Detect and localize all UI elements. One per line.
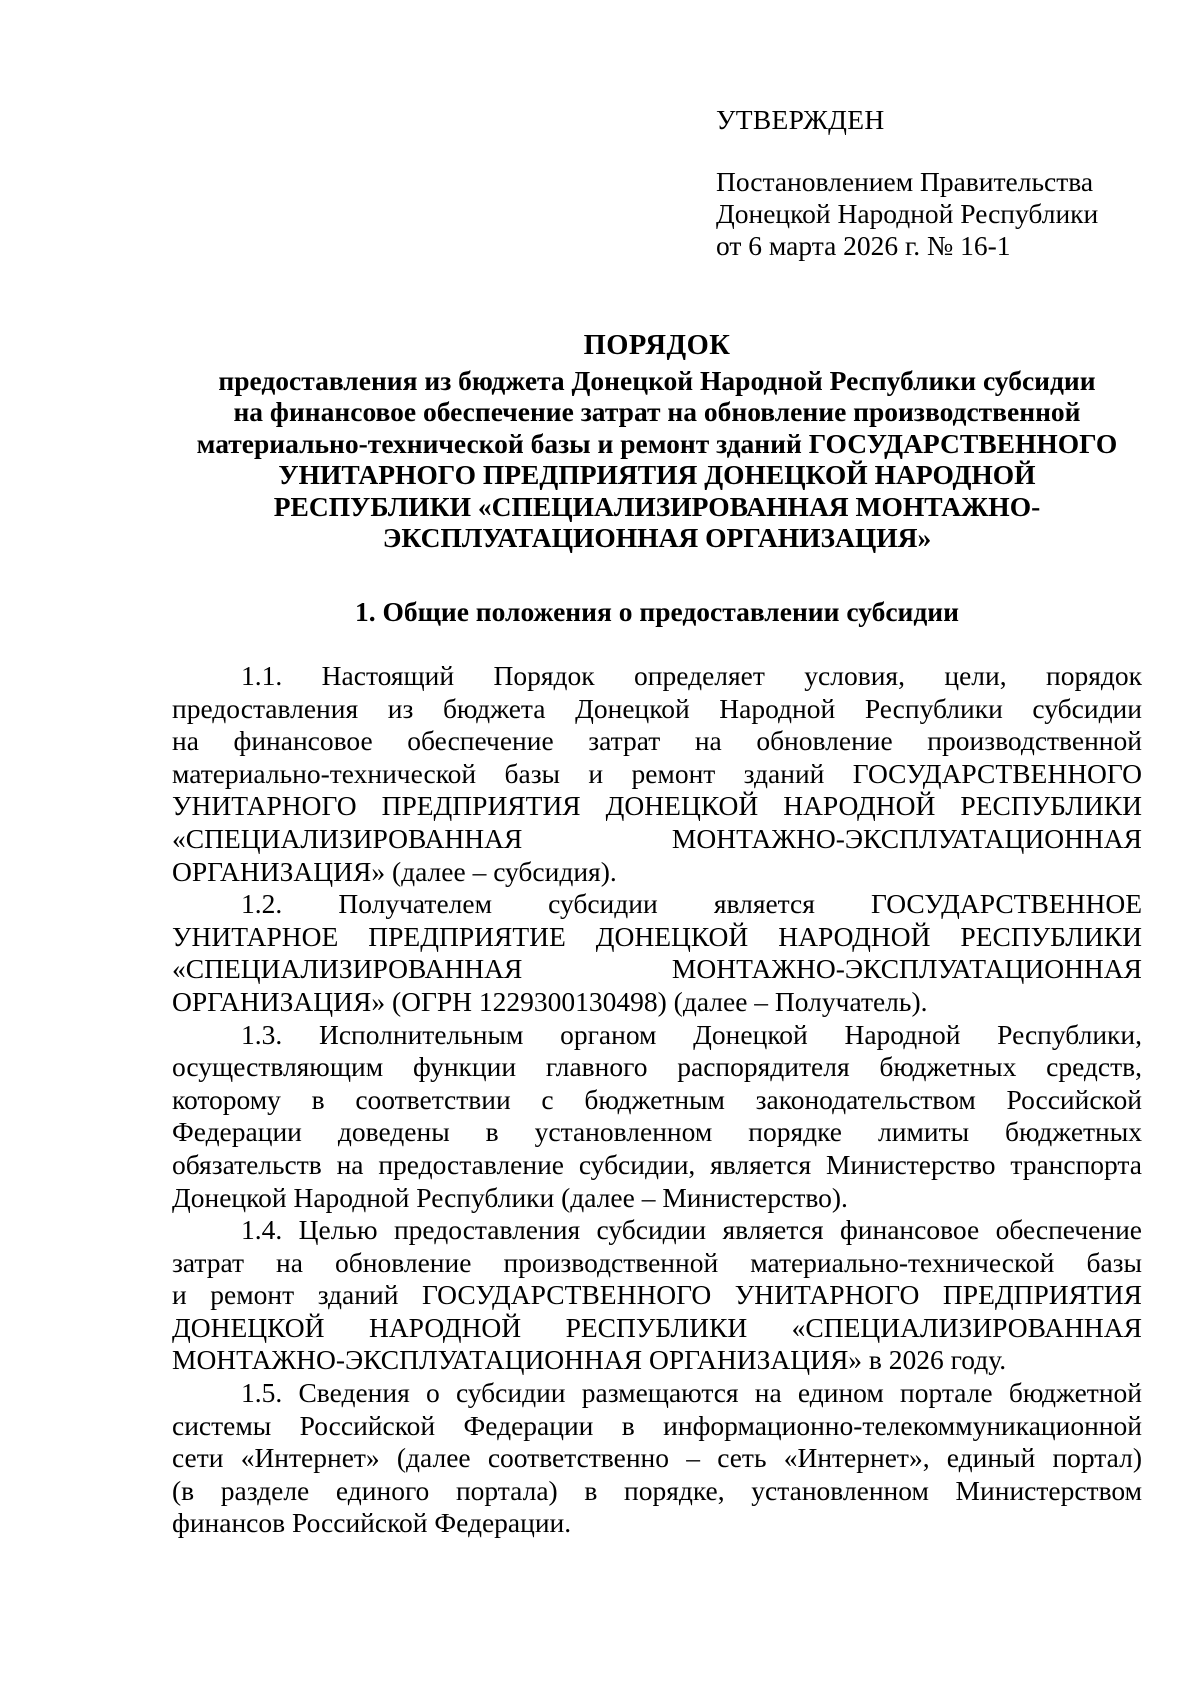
paragraph-line: «СПЕЦИАЛИЗИРОВАННАЯ МОНТАЖНО-ЭКСПЛУАТАЦИОННАЯ bbox=[172, 822, 1142, 854]
paragraph-line: сети «Интернет» (далее соответственно – сеть «Интернет», единый портал) bbox=[172, 1442, 1142, 1474]
approval-block bbox=[716, 104, 1176, 262]
paragraph-line: 1.1. Настоящий Порядок определяет условия, цели, порядок bbox=[241, 660, 1142, 691]
title-heading: ПОРЯДОК bbox=[583, 330, 731, 361]
approval-line: от 6 марта 2026 г. № 16-1 bbox=[716, 230, 1011, 261]
title-line: предоставления из бюджета Донецкой Народной Республики субсидии bbox=[218, 364, 1096, 396]
paragraph-line: ДОНЕЦКОЙ НАРОДНОЙ РЕСПУБЛИКИ «СПЕЦИАЛИЗИРОВАННАЯ bbox=[172, 1311, 1142, 1343]
paragraph-1-5 bbox=[172, 1377, 1142, 1540]
paragraph-line: осуществляющим функции главного распорядителя бюджетных средств, bbox=[172, 1051, 1142, 1083]
paragraph-line: ОРГАНИЗАЦИЯ» (далее – субсидия). bbox=[172, 855, 617, 887]
title-line: ЭКСПЛУАТАЦИОННАЯ ОРГАНИЗАЦИЯ» bbox=[382, 522, 932, 553]
paragraph-line: которому в соответствии с бюджетным законодательством Российской bbox=[172, 1083, 1142, 1115]
paragraph-line: «СПЕЦИАЛИЗИРОВАННАЯ МОНТАЖНО-ЭКСПЛУАТАЦИОННАЯ bbox=[172, 953, 1142, 985]
paragraph-line: материально-технической базы и ремонт зданий ГОСУДАРСТВЕННОГО bbox=[172, 757, 1142, 789]
paragraph-line: обязательств на предоставление субсидии, является Министерство транспорта bbox=[172, 1148, 1142, 1180]
document-body bbox=[172, 660, 1142, 1540]
paragraph-line: и ремонт зданий ГОСУДАРСТВЕННОГО УНИТАРНОГО ПРЕДПРИЯТИЯ bbox=[172, 1279, 1142, 1311]
paragraph-line: финансов Российской Федерации. bbox=[172, 1507, 572, 1539]
paragraph-1-1 bbox=[172, 660, 1142, 888]
section-title: 1. Общие положения о предоставлении субсидии bbox=[355, 596, 959, 627]
paragraph-line: 1.3. Исполнительным органом Донецкой Народной Республики, bbox=[241, 1018, 1142, 1050]
approval-line: Донецкой Народной Республики bbox=[716, 198, 1099, 229]
approval-line: Постановлением Правительства bbox=[716, 166, 1094, 197]
paragraph-line: 1.2. Получателем субсидии является ГОСУДАРСТВЕННОЕ bbox=[241, 888, 1142, 920]
paragraph-line: предоставления из бюджета Донецкой Народной Республики субсидии bbox=[172, 692, 1142, 724]
title-line: РЕСПУБЛИКИ «СПЕЦИАЛИЗИРОВАННАЯ МОНТАЖНО- bbox=[273, 490, 1041, 522]
paragraph-line: Федерации доведены в установленном порядке лимиты бюджетных bbox=[172, 1116, 1142, 1148]
paragraph-1-3 bbox=[172, 1019, 1142, 1215]
paragraph-line: МОНТАЖНО-ЭКСПЛУАТАЦИОННАЯ ОРГАНИЗАЦИЯ» в 2026 году. bbox=[172, 1344, 1007, 1376]
paragraph-line: на финансовое обеспечение затрат на обновление производственной bbox=[172, 725, 1142, 757]
approval-stamp: УТВЕРЖДЕН bbox=[716, 104, 885, 135]
paragraph-line: системы Российской Федерации в информационно-телекоммуникационной bbox=[172, 1409, 1142, 1441]
title-line: на финансовое обеспечение затрат на обновление производственной bbox=[233, 396, 1081, 427]
paragraph-line: затрат на обновление производственной материально-технической базы bbox=[172, 1246, 1142, 1278]
paragraph-1-2 bbox=[172, 888, 1142, 1018]
paragraph-1-4 bbox=[172, 1214, 1142, 1377]
paragraph-line: Донецкой Народной Республики (далее – Министерство). bbox=[172, 1181, 848, 1213]
paragraph-line: УНИТАРНОЕ ПРЕДПРИЯТИЕ ДОНЕЦКОЙ НАРОДНОЙ РЕСПУБЛИКИ bbox=[172, 920, 1142, 952]
title-line: УНИТАРНОГО ПРЕДПРИЯТИЯ ДОНЕЦКОЙ НАРОДНОЙ bbox=[278, 459, 1036, 490]
paragraph-line: (в разделе единого портала) в порядке, установленном Министерством bbox=[172, 1474, 1142, 1506]
paragraph-line: 1.4. Целью предоставления субсидии является финансовое обеспечение bbox=[241, 1214, 1142, 1246]
paragraph-line: ОРГАНИЗАЦИЯ» (ОГРН 1229300130498) (далее – Получатель). bbox=[172, 985, 928, 1017]
title-line: материально-технической базы и ремонт зданий ГОСУДАРСТВЕННОГО bbox=[196, 427, 1118, 459]
document-title bbox=[172, 330, 1142, 554]
paragraph-line: 1.5. Сведения о субсидии размещаются на едином портале бюджетной bbox=[241, 1377, 1142, 1409]
paragraph-line: УНИТАРНОГО ПРЕДПРИЯТИЯ ДОНЕЦКОЙ НАРОДНОЙ РЕСПУБЛИКИ bbox=[172, 790, 1142, 822]
